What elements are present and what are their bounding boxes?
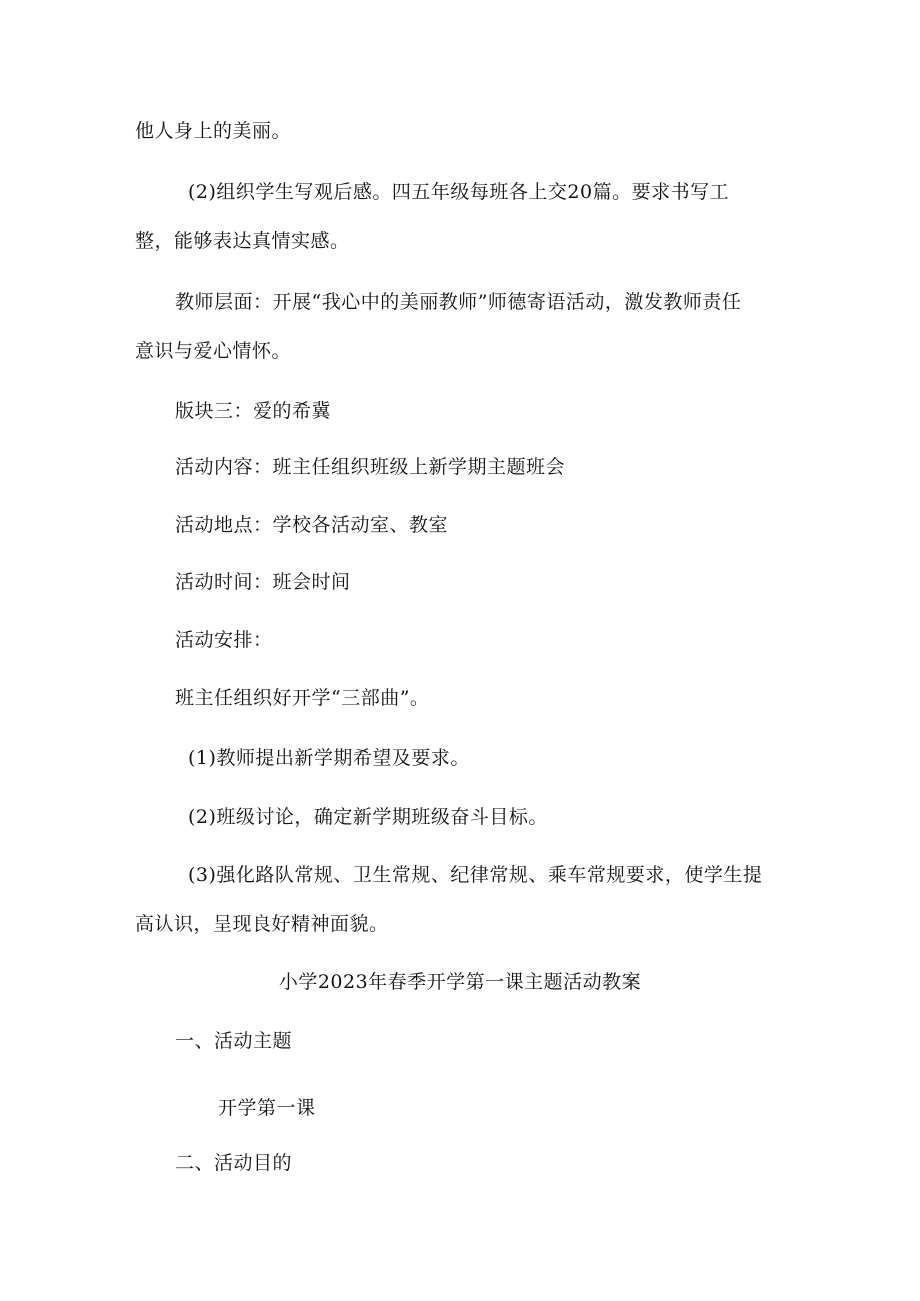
heading-activity-theme: 一、活动主题	[175, 1030, 293, 1052]
paragraph-line: 高认识，呈现良好精神面貌。	[135, 913, 389, 935]
paragraph-line: 他人身上的美丽。	[135, 120, 292, 142]
paragraph-line: 意识与爱心情怀。	[135, 340, 292, 362]
heading-activity-purpose: 二、活动目的	[175, 1152, 293, 1174]
paragraph-line: 教师层面：开展“我心中的美丽教师”师德寄语活动，激发教师责任	[175, 291, 742, 313]
section-label: 版块三：爱的希冀	[175, 400, 332, 422]
paragraph-line: 整，能够表达真情实感。	[135, 230, 350, 252]
paragraph-line: 活动时间：班会时间	[175, 571, 351, 593]
activity-theme-value: 开学第一课	[218, 1097, 316, 1119]
paragraph-line: (1)教师提出新学期希望及要求。	[188, 747, 470, 769]
paragraph-line: (3)强化路队常规、卫生常规、纪律常规、乘车常规要求，使学生提	[188, 864, 763, 886]
section-title: 小学2023年春季开学第一课主题活动教案	[278, 971, 642, 993]
paragraph-line: 活动内容：班主任组织班级上新学期主题班会	[175, 456, 566, 478]
paragraph-line: (2)组织学生写观后感。四五年级每班各上交20篇。要求书写工	[188, 181, 730, 203]
paragraph-line: (2)班级讨论，确定新学期班级奋斗目标。	[188, 806, 548, 828]
paragraph-line: 活动安排：	[175, 629, 273, 651]
paragraph-line: 活动地点：学校各活动室、教室	[175, 514, 449, 536]
paragraph-line: 班主任组织好开学“三部曲”。	[175, 687, 430, 709]
